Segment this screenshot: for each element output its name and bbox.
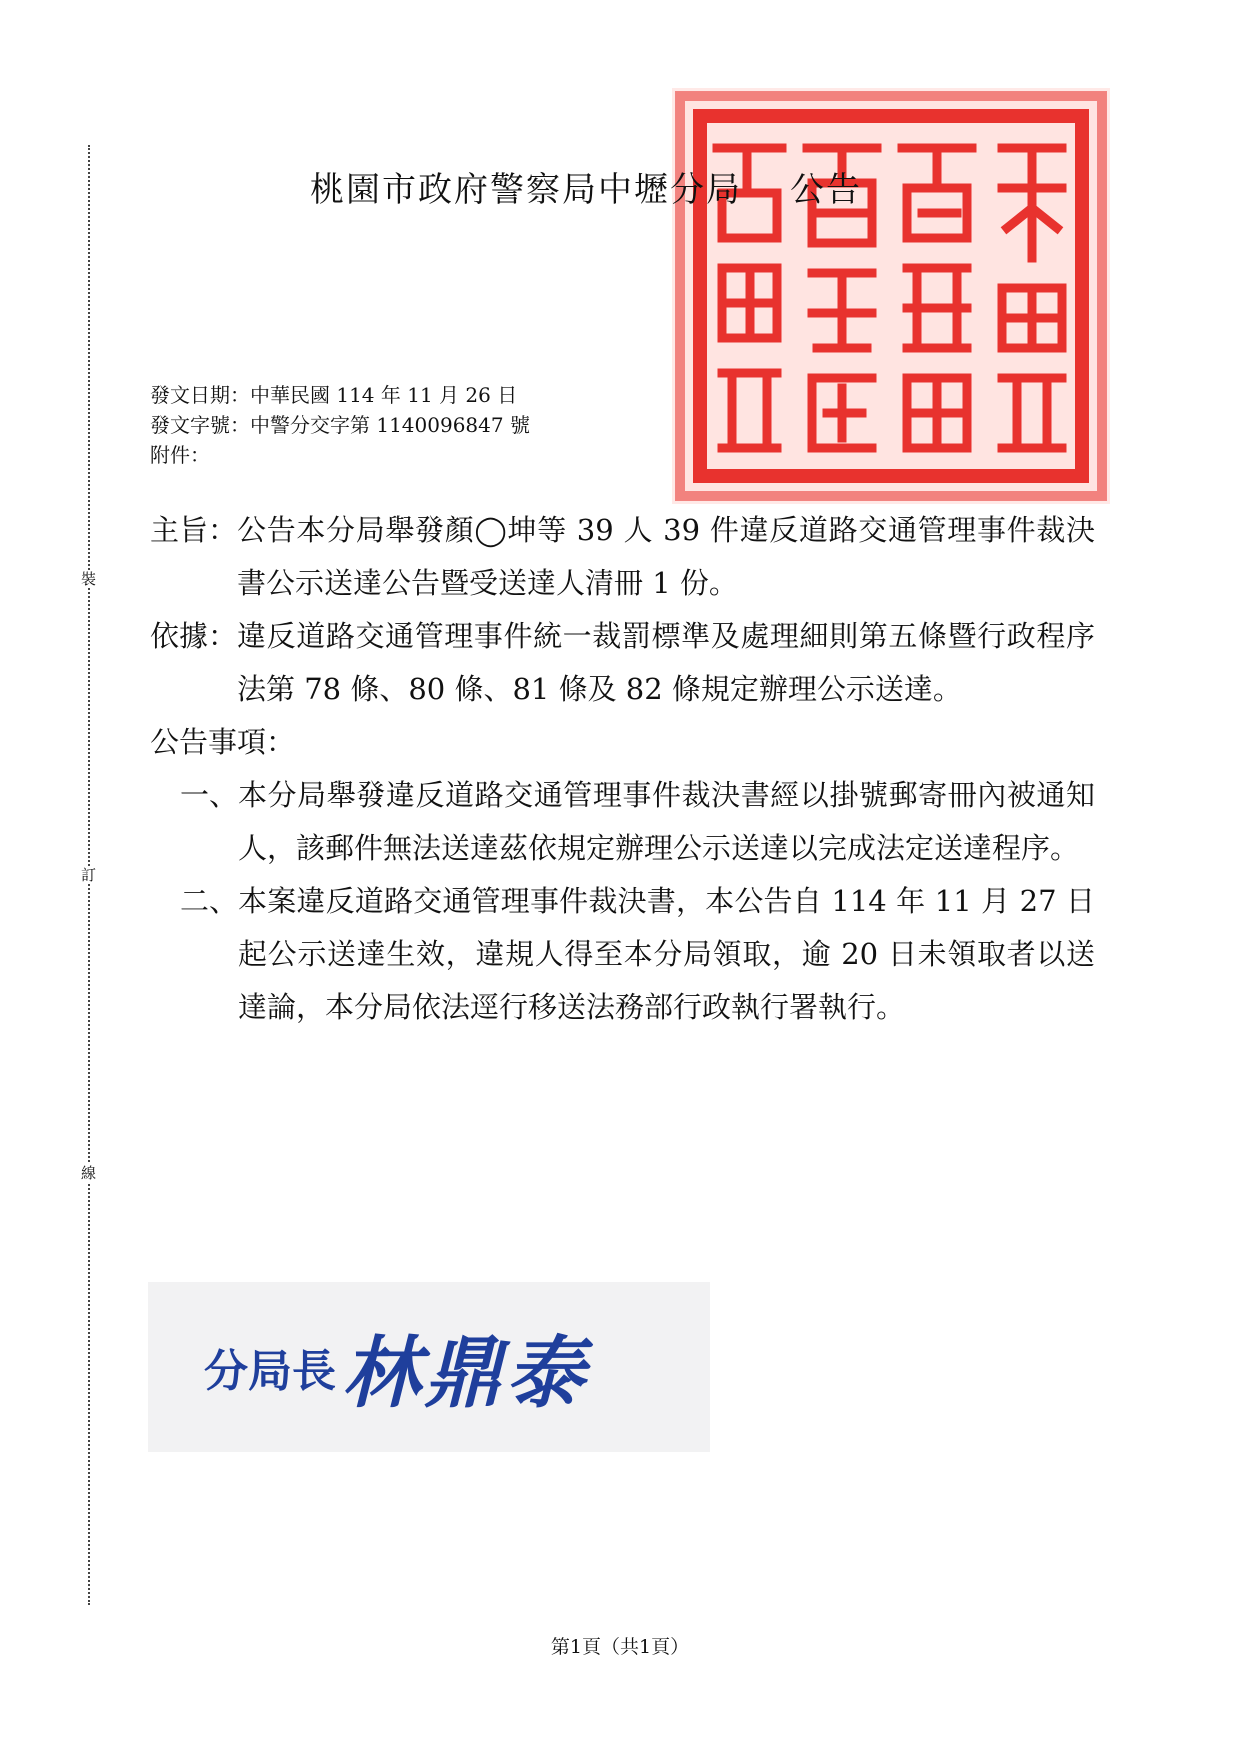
attachment-line: 附件： — [150, 443, 210, 467]
document-body — [150, 504, 1095, 1034]
subject-section — [150, 504, 1095, 610]
subject-label: 主旨： — [150, 513, 238, 547]
issuance-info — [150, 380, 530, 470]
binding-mark-xian: 線 — [81, 1164, 97, 1182]
binding-mark-zhuang: 裝 — [81, 570, 97, 588]
notice-item-text: 本分局舉發違反道路交通管理事件裁決書經以掛號郵寄冊內被通知人，該郵件無法送達茲依規定辦理公示送達以完成法定送達程序。 — [238, 778, 1095, 865]
basis-section — [150, 610, 1095, 716]
signatory-name: 林鼎泰 — [342, 1329, 589, 1419]
official-seal — [672, 88, 1110, 504]
seal-graphic — [672, 88, 1110, 504]
document-type: 公告 — [790, 170, 862, 210]
basis-label: 依據： — [150, 619, 238, 653]
signatory-title: 分局長 — [204, 1346, 336, 1397]
notice-heading: 公告事項： — [150, 725, 296, 759]
document-title — [310, 162, 862, 211]
signature-stamp — [148, 1282, 710, 1452]
basis-text: 違反道路交通管理事件統一裁罰標準及處理細則第五條暨行政程序法第 78 條、80 條、81 條及 82 條規定辦理公示送達。 — [237, 619, 1095, 706]
notice-item-number: 二、 — [180, 884, 239, 918]
document-number: 發文字號：中警分交字第 1140096847 號 — [150, 413, 530, 437]
notice-item — [180, 769, 1095, 875]
binding-mark-ding: 訂 — [81, 866, 97, 884]
notice-item-number: 一、 — [180, 778, 239, 812]
issue-date: 發文日期：中華民國 114 年 11 月 26 日 — [150, 383, 518, 407]
notice-item-text: 本案違反道路交通管理事件裁決書，本公告自 114 年 11 月 27 日起公示送達生效，違規人得至本分局領取，逾 20 日未領取者以送達論，本分局依法逕行移送法務部行政執行署執行。 — [238, 884, 1095, 1024]
notice-item — [180, 875, 1095, 1034]
page-number: 第1頁（共1頁） — [550, 1636, 690, 1658]
issuing-agency: 桃園市政府警察局中壢分局 — [310, 170, 742, 210]
subject-text: 公告本分局舉發顏◯坤等 39 人 39 件違反道路交通管理事件裁決書公示送達公告暨受送達人清冊 1 份。 — [237, 513, 1095, 600]
